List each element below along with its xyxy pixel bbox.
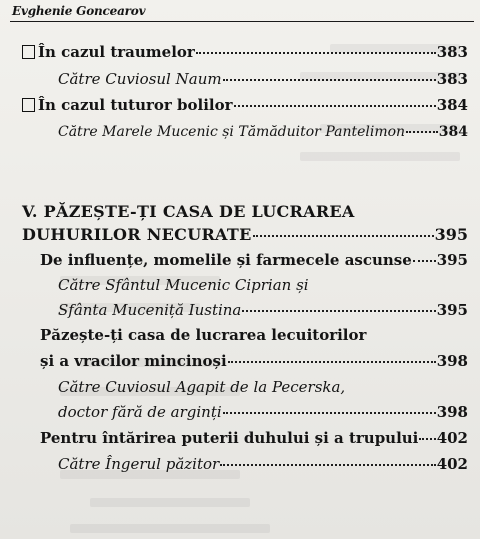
dot-leader	[234, 104, 436, 107]
toc-entry-traume[interactable]	[22, 43, 468, 61]
entry-page: 395	[436, 251, 468, 269]
checkbox-icon	[22, 45, 35, 59]
toc-entry-pantelimon[interactable]	[58, 123, 468, 141]
toc-entry-naum[interactable]	[58, 70, 468, 88]
entry-label: Pentru întărirea puterii duhului și a trupului	[40, 429, 419, 447]
entry-page: 383	[436, 43, 468, 61]
running-header	[10, 3, 474, 22]
entry-page: 402	[436, 429, 468, 447]
entry-label: doctor fără de arginți	[58, 403, 222, 421]
dot-leader	[223, 78, 436, 81]
toc-entry-influente[interactable]	[40, 251, 468, 269]
toc-entry-ciprian[interactable]	[58, 276, 468, 294]
dot-leader	[419, 437, 435, 440]
dot-leader	[228, 360, 436, 363]
entry-page: 384	[436, 96, 468, 114]
dot-leader	[242, 309, 435, 312]
entry-page: 395	[436, 301, 468, 319]
dot-leader	[253, 234, 434, 237]
entry-page: 402	[436, 455, 468, 473]
entry-page: 384	[438, 124, 468, 140]
toc-entry-boli[interactable]	[22, 96, 468, 114]
checkbox-icon	[22, 98, 35, 112]
entry-label: DUHURILOR NECURATE	[22, 225, 252, 244]
dot-leader	[406, 130, 438, 133]
dot-leader	[196, 51, 436, 54]
entry-label: Către Cuviosul Agapit de la Pecerska,	[58, 378, 346, 396]
toc-entry-lecuitori[interactable]	[40, 326, 468, 344]
toc-entry-vraci[interactable]	[40, 352, 468, 370]
dot-leader	[223, 411, 436, 414]
entry-page: 383	[436, 70, 468, 88]
toc-entry-iustina[interactable]	[58, 301, 468, 319]
entry-page: 398	[436, 403, 468, 421]
toc-entry-intarire[interactable]	[40, 429, 468, 447]
entry-page: 395	[434, 225, 468, 244]
entry-label: De influențe, momelile și farmecele ascunse	[40, 251, 412, 269]
entry-label: Către Cuviosul Naum	[58, 70, 222, 88]
author-name: Evghenie Goncearov	[12, 4, 146, 18]
entry-page: 398	[436, 352, 468, 370]
section-title-line1: V. PĂZEȘTE-ȚI CASA DE LUCRAREA	[22, 202, 355, 221]
toc-entry-agapit[interactable]	[58, 378, 468, 396]
entry-label: Către Îngerul păzitor	[58, 455, 220, 473]
entry-label: și a vracilor mincinoși	[40, 352, 227, 370]
entry-label: Către Sfântul Mucenic Ciprian și	[58, 276, 309, 294]
entry-label: În cazul tuturor bolilor	[38, 96, 233, 114]
entry-label: În cazul traumelor	[38, 43, 195, 61]
entry-label: Păzește-ți casa de lucrarea lecuitorilor	[40, 326, 367, 344]
dot-leader	[220, 463, 435, 466]
dot-leader	[413, 259, 436, 262]
entry-label: Către Marele Mucenic și Tămăduitor Pantelimon	[58, 124, 406, 140]
entry-label: Sfânta Muceniță Iustina	[58, 301, 242, 319]
toc-entry-inger[interactable]	[58, 455, 468, 473]
section-title-line2[interactable]	[22, 226, 468, 244]
toc-entry-agapit-doctor[interactable]	[58, 403, 468, 421]
